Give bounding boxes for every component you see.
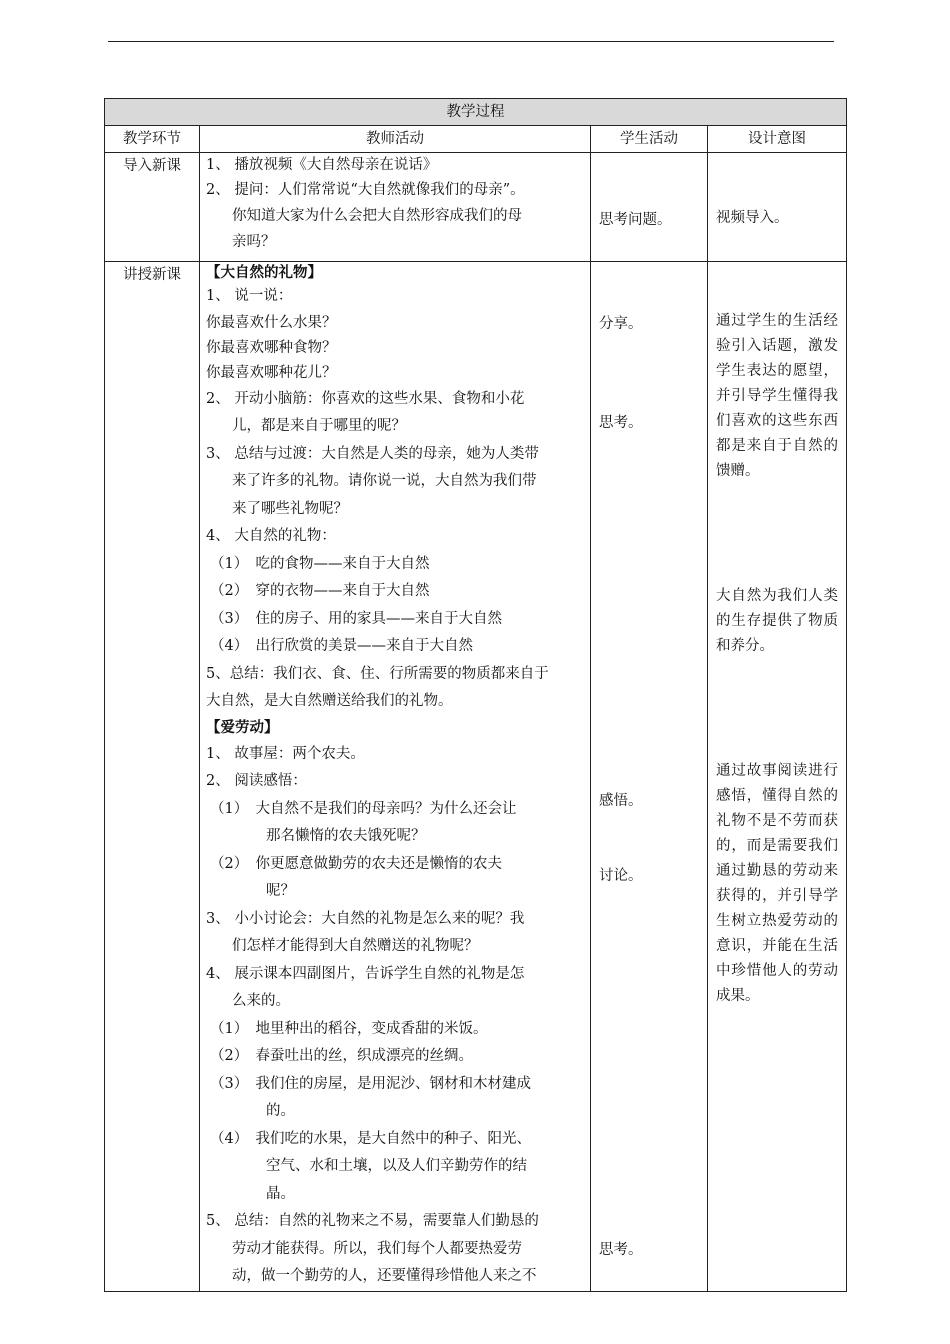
teacher-line: 2、 开动小脑筋：你喜欢的这些水果、食物和小花 — [206, 390, 525, 407]
teacher-line: 儿，都是来自于哪里的呢？ — [232, 418, 406, 434]
teacher-line: （2） 你更愿意做勤劳的农夫还是懒惰的农夫 — [210, 855, 502, 872]
teacher-line: 4、 展示课本四副图片，告诉学生自然的礼物是怎 — [206, 965, 525, 982]
table-row-lesson — [105, 262, 847, 1292]
teacher-line: 那名懒惰的农夫饿死呢？ — [266, 828, 426, 844]
teacher-line: 4、 大自然的礼物： — [206, 528, 336, 544]
intro-design-text: 视频导入。 — [716, 210, 789, 226]
teacher-line: 1、 故事屋：两个农夫。 — [206, 745, 365, 762]
teacher-line: 2、 阅读感悟： — [206, 773, 307, 789]
teacher-line: 晶。 — [266, 1185, 295, 1202]
intro-design-cell — [708, 153, 847, 262]
teacher-line: 1、 说一说： — [206, 288, 293, 304]
student-activity: 思考。 — [599, 1242, 643, 1258]
student-activity: 讨论。 — [599, 868, 643, 884]
intro-student-text: 思考问题。 — [599, 212, 672, 228]
intro-teacher-line: 亲吗？ — [232, 234, 276, 250]
teacher-line: （2） 春蚕吐出的丝，织成漂亮的丝绸。 — [210, 1048, 473, 1064]
teacher-line: 5、总结：我们衣、食、住、行所需要的物质都来自于 — [206, 665, 549, 682]
header-rule — [108, 41, 834, 42]
table-title: 教学过程 — [105, 99, 847, 126]
col-header-design: 设计意图 — [708, 126, 847, 153]
col-header-teacher: 教师活动 — [200, 126, 591, 153]
teacher-line: （1） 大自然不是我们的母亲吗？为什么还会让 — [210, 800, 517, 817]
teacher-line: 3、 小小讨论会：大自然的礼物是怎么来的呢？我 — [206, 910, 525, 927]
teacher-line: 空气、水和土壤，以及人们辛勤劳作的结 — [266, 1158, 527, 1174]
student-activity: 分享。 — [599, 316, 643, 332]
section-lesson: 讲授新课 — [105, 262, 200, 1292]
design-intent: 通过故事阅读进行感悟，懂得自然的礼物不是不劳而获的，而是需要我们通过勤恳的劳动来获得的，并引导学生树立热爱劳动的意识，并能在生活中珍惜他人的劳动成果。 — [716, 763, 838, 1004]
lesson-student-cell — [591, 262, 708, 1292]
teacher-line: 你最喜欢什么水果？ — [206, 314, 337, 331]
intro-teacher-cell — [200, 153, 591, 262]
teacher-line: （3） 住的房子、用的家具——来自于大自然 — [210, 610, 502, 627]
teacher-line: （3） 我们住的房屋，是用泥沙、钢材和木材建成 — [210, 1075, 531, 1092]
teacher-line: 来了许多的礼物。请你说一说，大自然为我们带 — [232, 473, 537, 489]
teacher-line: （4） 我们吃的水果，是大自然中的种子、阳光、 — [210, 1130, 531, 1147]
heading-nature-gifts: 【大自然的礼物】 — [206, 265, 322, 281]
student-activity: 感悟。 — [599, 793, 643, 809]
teacher-line: （1） 地里种出的稻谷，变成香甜的米饭。 — [210, 1020, 488, 1037]
teacher-line: 么来的。 — [232, 993, 290, 1009]
teacher-line: 动，做一个勤劳的人，还要懂得珍惜他人来之不 — [232, 1268, 537, 1284]
design-intent: 大自然为我们人类的生存提供了物质和养分。 — [716, 588, 838, 654]
student-activity: 思考。 — [599, 415, 643, 431]
teacher-line: 你最喜欢哪种食物？ — [206, 339, 337, 356]
intro-teacher-line: 2、 提问：人们常常说“大自然就像我们的母亲”。 — [206, 182, 525, 198]
intro-student-cell — [591, 153, 708, 262]
teacher-line: 的。 — [266, 1103, 295, 1119]
teacher-line: 大自然，是大自然赠送给我们的礼物。 — [206, 693, 453, 709]
intro-teacher-line: 1、 播放视频《大自然母亲在说话》 — [206, 157, 438, 173]
design-intent: 通过学生的生活经验引入话题，激发学生表达的愿望，并引导学生懂得我们喜欢的这些东西都是来自于自然的馈赠。 — [716, 313, 838, 479]
col-header-student: 学生活动 — [591, 126, 708, 153]
teacher-line: 5、 总结：自然的礼物来之不易，需要靠人们勤恳的 — [206, 1213, 539, 1229]
teacher-line: 来了哪些礼物呢？ — [232, 500, 348, 517]
teacher-line: （4） 出行欣赏的美景——来自于大自然 — [210, 638, 473, 654]
teacher-line: 3、 总结与过渡：大自然是人类的母亲，她为人类带 — [206, 445, 539, 462]
section-intro: 导入新课 — [105, 153, 200, 262]
teacher-line: 你最喜欢哪种花儿？ — [206, 364, 337, 381]
teacher-line: （1） 吃的食物——来自于大自然 — [210, 555, 430, 572]
intro-teacher-line: 你知道大家为什么会把大自然形容成我们的母 — [232, 208, 522, 224]
heading-love-labor: 【爱劳动】 — [206, 719, 279, 736]
teacher-line: 呢？ — [266, 883, 295, 899]
col-header-stage: 教学环节 — [105, 126, 200, 153]
lesson-teacher-cell — [200, 262, 591, 1292]
lesson-design-cell — [708, 262, 847, 1292]
teacher-line: 劳动才能获得。所以，我们每个人都要热爱劳 — [232, 1240, 522, 1257]
teaching-process-table — [104, 98, 847, 1292]
table-header-row — [105, 126, 847, 153]
teacher-line: （2） 穿的衣物——来自于大自然 — [210, 583, 430, 599]
teacher-line: 们怎样才能得到大自然赠送的礼物呢？ — [232, 938, 479, 954]
table-row-intro — [105, 153, 847, 262]
